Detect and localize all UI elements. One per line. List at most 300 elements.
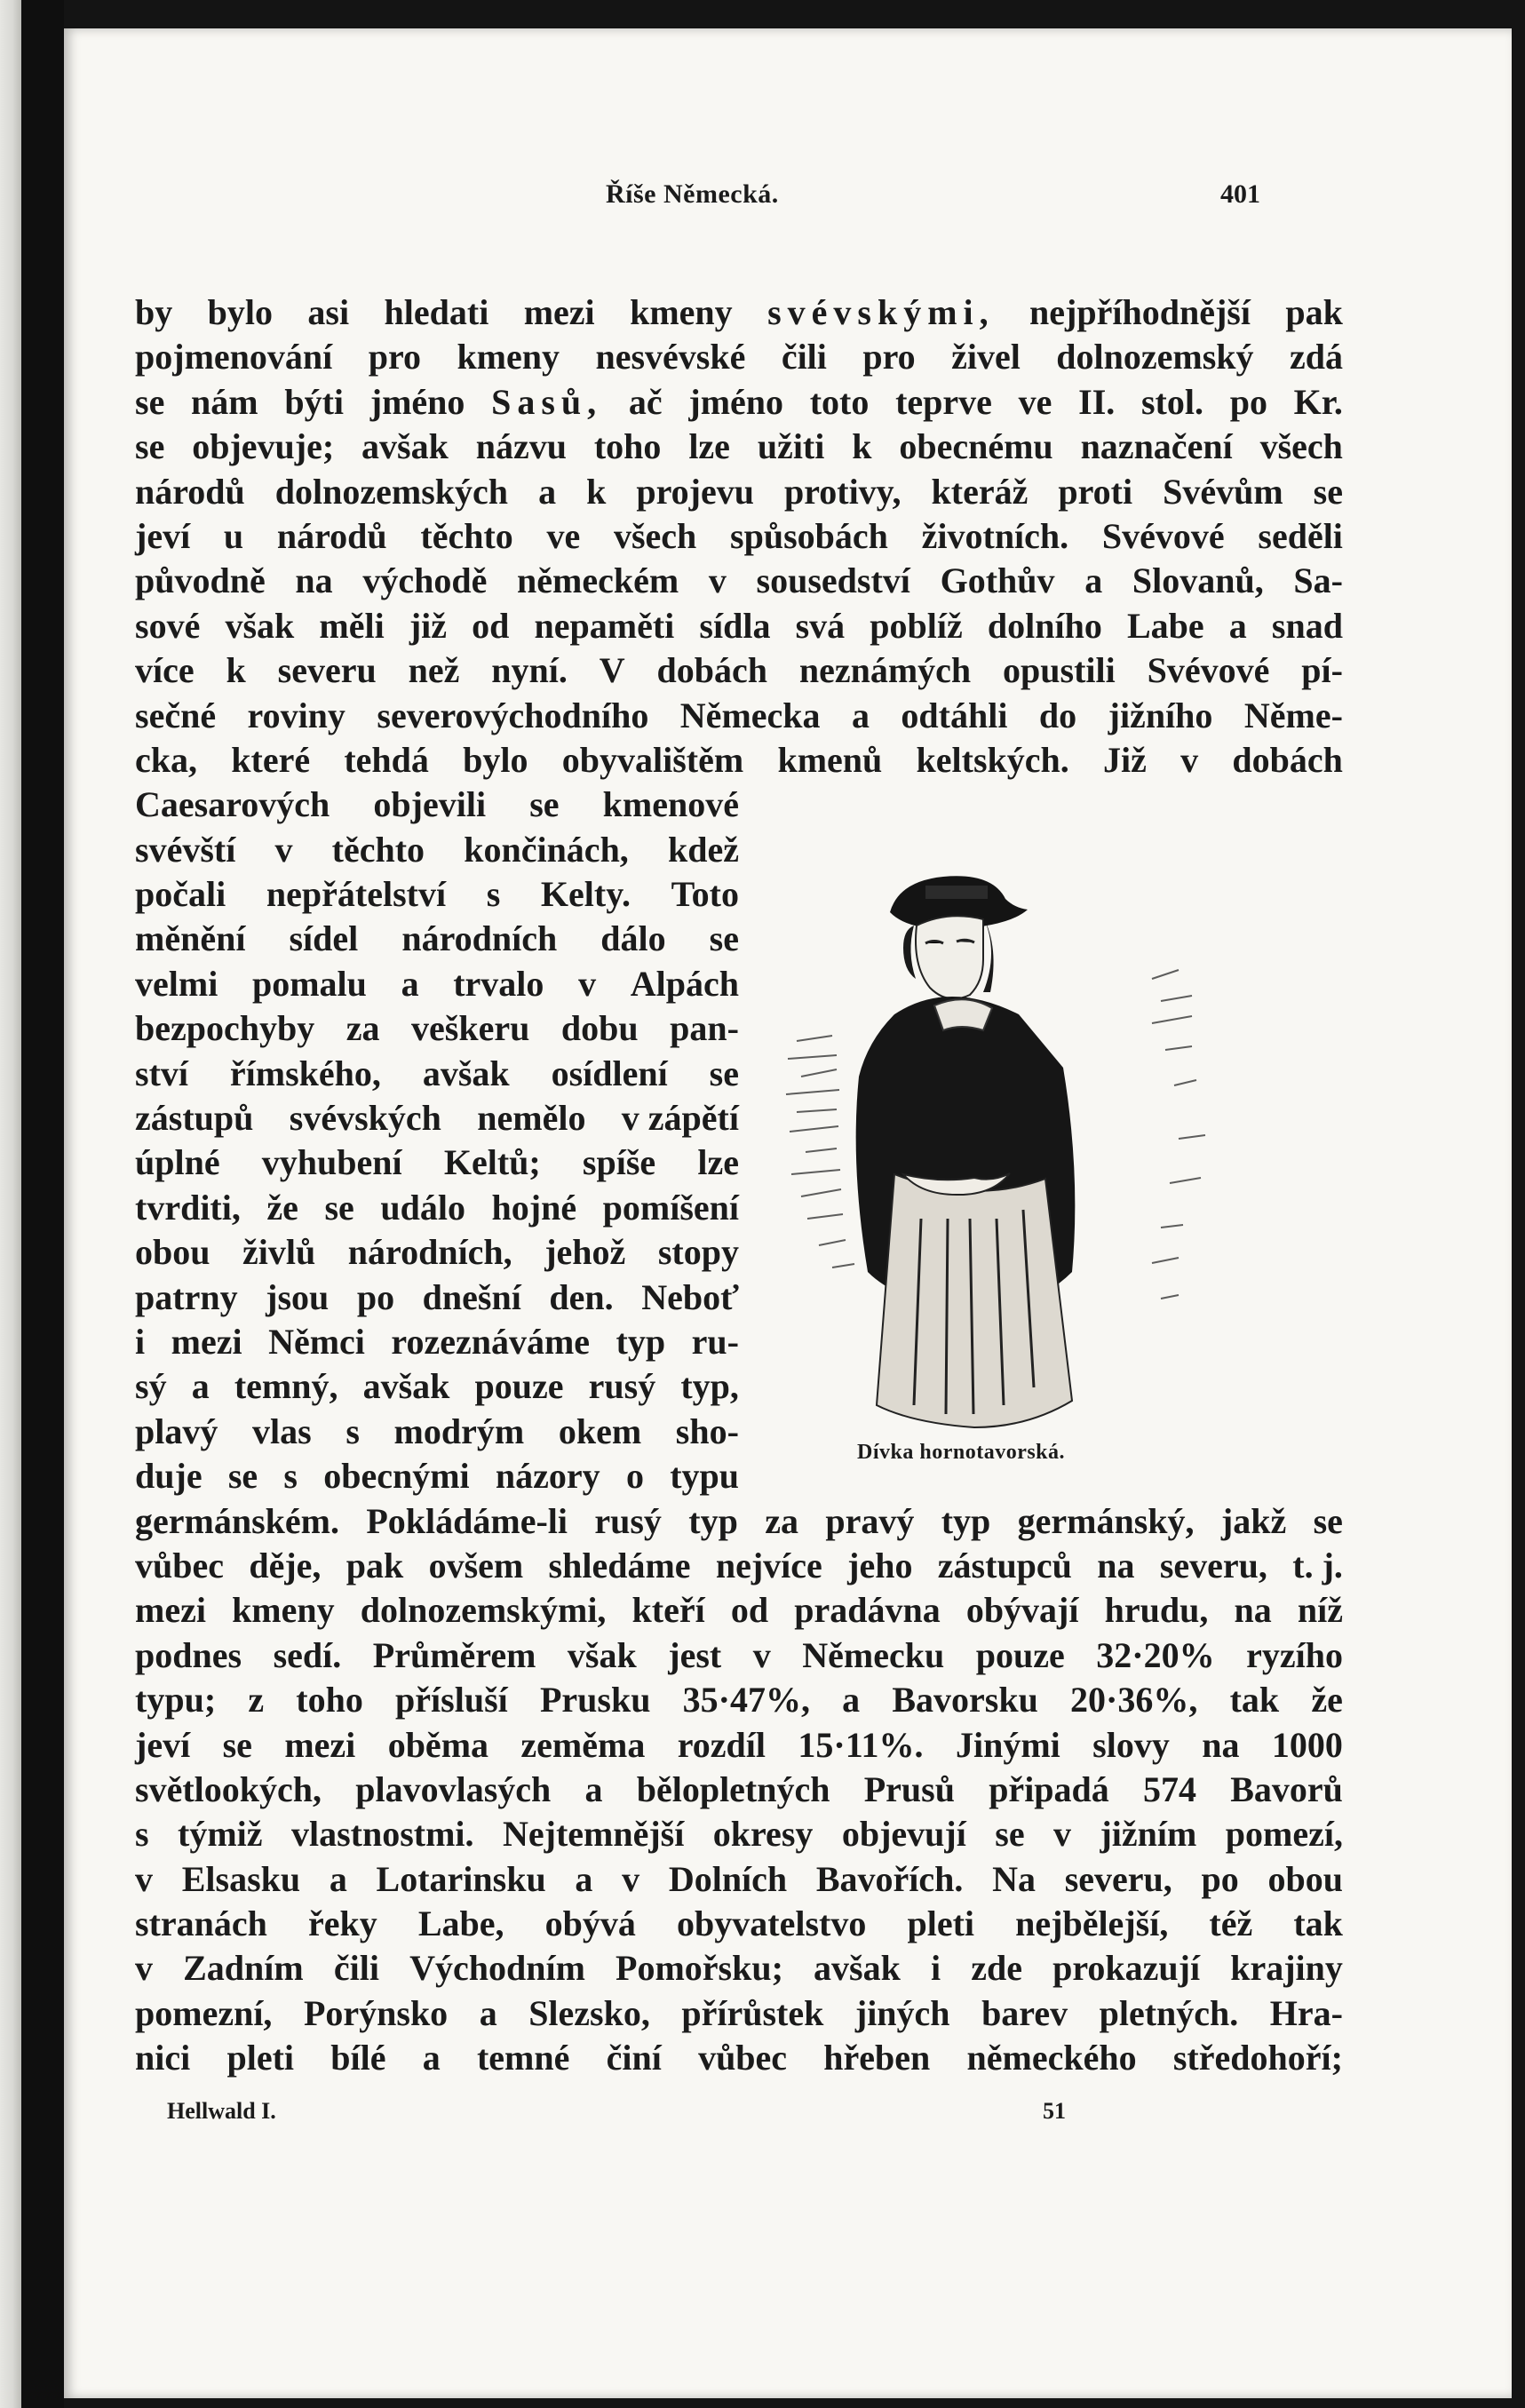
word: nám	[191, 381, 258, 422]
word: německého	[966, 2038, 1137, 2078]
word: po	[1229, 381, 1267, 422]
text-line	[135, 1320, 739, 1364]
word: typ	[616, 1321, 666, 1362]
word: veškeru	[411, 1008, 530, 1049]
text-line	[135, 290, 1343, 335]
word: jižním	[1100, 1814, 1197, 1855]
text-line	[135, 1230, 739, 1275]
word: které	[231, 739, 311, 780]
word: o	[625, 1456, 644, 1497]
word: poblíž	[870, 605, 963, 646]
word: tak	[1229, 1680, 1280, 1721]
word: Neboť	[641, 1276, 739, 1317]
text-line	[135, 1006, 739, 1051]
word: modrým	[393, 1411, 525, 1451]
word: však	[567, 1634, 637, 1675]
word: měnění	[135, 918, 246, 959]
word: Slezsko,	[528, 1992, 650, 2033]
word: Labe,	[417, 1903, 504, 1944]
text-line	[135, 1140, 739, 1185]
word: k	[852, 426, 872, 467]
word: se	[529, 784, 560, 825]
word: národních	[401, 918, 558, 959]
word: stol.	[1140, 381, 1203, 422]
word: dnešní	[422, 1276, 521, 1317]
word: u	[223, 515, 244, 556]
word: Slovanů,	[1132, 560, 1264, 601]
word: se	[135, 381, 165, 422]
word: jméno	[369, 381, 465, 422]
word: sousedství	[756, 560, 910, 601]
word: nyní.	[491, 650, 568, 691]
word: Porýnsko	[303, 1992, 449, 2033]
word: Něme-	[1243, 695, 1343, 735]
word: Bavorů	[1230, 1768, 1343, 1809]
word: a	[538, 471, 557, 512]
word: jižního	[1108, 695, 1213, 735]
word: sho-	[675, 1411, 739, 1451]
word: sý	[135, 1366, 167, 1407]
word: bílé	[330, 2038, 386, 2078]
word: že	[266, 1187, 298, 1228]
word: s	[486, 874, 501, 915]
word: se	[709, 918, 739, 959]
page-footer	[64, 2098, 1512, 2134]
word: nepřátelství	[266, 874, 447, 915]
word: mezi	[284, 1724, 356, 1765]
word: okem	[558, 1411, 642, 1451]
word: na	[1097, 1545, 1135, 1585]
word: severovýchodního	[377, 695, 649, 735]
word: Elsasku	[181, 1858, 301, 1899]
word: Gothův	[940, 560, 1055, 601]
word: rozeznáváme	[391, 1321, 591, 1362]
word: avšak	[362, 1366, 450, 1407]
word: živlů	[242, 1232, 316, 1273]
word: vůbec	[698, 2038, 788, 2078]
word: bylo	[207, 292, 274, 332]
text-line	[135, 1768, 1343, 1812]
text-line	[135, 738, 1343, 783]
word: svá	[795, 605, 846, 646]
word: jsou	[266, 1276, 330, 1317]
word: všech	[1259, 426, 1343, 467]
text-line	[135, 514, 1343, 559]
word: přísluší	[395, 1680, 508, 1721]
word: nejpříhodnější	[1029, 292, 1251, 332]
word: zástupců	[937, 1545, 1072, 1585]
word: Kelty.	[540, 874, 631, 915]
word: a	[851, 695, 870, 735]
text-line	[135, 1812, 1343, 1856]
word: krajiny	[1230, 1948, 1343, 1989]
word: nejbělejší,	[1015, 1903, 1169, 1944]
word: Svévové	[1101, 515, 1225, 556]
word: i	[135, 1321, 146, 1362]
word: národů	[135, 471, 245, 512]
word: že	[1311, 1680, 1343, 1721]
word: kmenové	[602, 784, 739, 825]
word: kteráž	[931, 471, 1029, 512]
word: Již	[1103, 739, 1147, 780]
word: dobu	[560, 1008, 639, 1049]
text-line	[135, 828, 739, 872]
word: typu;	[135, 1680, 217, 1721]
text-line	[135, 559, 1343, 603]
word: Bavorsku	[892, 1680, 1038, 1721]
text-line	[135, 872, 739, 917]
word: tehdá	[344, 739, 429, 780]
word: s	[135, 1814, 149, 1855]
word: řeky	[308, 1903, 377, 1944]
figure-girl	[856, 876, 1076, 1427]
word: jest	[668, 1634, 722, 1675]
word: po	[1201, 1858, 1239, 1899]
word: Nejtemnější	[502, 1814, 685, 1855]
word: Labe	[1126, 605, 1204, 646]
word: spíše	[582, 1142, 656, 1183]
word: kmeny	[630, 292, 733, 332]
word: severu	[277, 650, 377, 691]
word: prokazují	[1052, 1948, 1201, 1989]
word: dobách	[656, 650, 767, 691]
word: nepaměti	[534, 605, 675, 646]
word: 574	[1143, 1768, 1197, 1809]
word: Lotarinsku	[376, 1858, 546, 1899]
illustration-girl	[735, 801, 1285, 1503]
word: teprve	[895, 381, 992, 422]
text-line	[135, 1052, 739, 1096]
word: s	[346, 1411, 360, 1451]
word: naznačení	[1080, 426, 1233, 467]
word: by	[135, 292, 173, 332]
word: Zadním	[183, 1948, 304, 1989]
word: středohoří;	[1172, 2038, 1343, 2078]
word: životních.	[921, 515, 1069, 556]
word: všech	[613, 515, 697, 556]
word: plavý	[135, 1411, 218, 1451]
text-line	[135, 1454, 739, 1498]
word: pleti	[907, 1903, 975, 1944]
word: se	[1313, 1500, 1343, 1541]
word: objevili	[373, 784, 487, 825]
word: od	[472, 605, 510, 646]
text-line	[135, 1499, 1343, 1544]
word: hrudu,	[1104, 1590, 1209, 1631]
word: přírůstek	[681, 1992, 824, 2033]
text-line	[135, 1364, 739, 1409]
word: za	[765, 1500, 798, 1541]
word: Německa	[679, 695, 821, 735]
word: a	[1084, 560, 1103, 601]
word: nejvíce	[715, 1545, 822, 1585]
word: pomíšení	[602, 1187, 739, 1228]
signature-mark: Hellwald I.	[167, 2098, 276, 2124]
text-line	[135, 1096, 739, 1140]
word: v	[622, 1858, 640, 1899]
word: duje	[135, 1456, 203, 1497]
word: Dolních	[668, 1858, 788, 1899]
word: velmi	[135, 963, 218, 1004]
word: pak	[346, 1545, 404, 1585]
word: se	[709, 1053, 739, 1093]
word: ru-	[691, 1321, 739, 1362]
word: pak	[1285, 292, 1343, 332]
word: nemělo	[477, 1098, 586, 1139]
word: barev	[981, 1992, 1068, 2033]
word: pouze	[474, 1366, 564, 1407]
word: II.	[1078, 381, 1116, 422]
word: ač	[628, 381, 663, 422]
word: měli	[319, 605, 385, 646]
word: činí	[606, 2038, 662, 2078]
word: Caesarových	[135, 784, 330, 825]
word: slovy	[1092, 1724, 1170, 1765]
word: 15·11%.	[798, 1724, 924, 1765]
word: typu	[670, 1456, 739, 1497]
word: sečné	[135, 695, 217, 735]
word: pouze	[975, 1634, 1065, 1675]
text-line	[135, 380, 1343, 425]
figure-caption: Dívka hornotavorská.	[857, 1441, 1066, 1464]
word: na	[1202, 1724, 1240, 1765]
word: tak	[1293, 1903, 1343, 1944]
word: keltských.	[916, 739, 1069, 780]
word: svévskými,	[767, 292, 995, 332]
word: severu,	[1159, 1545, 1267, 1585]
text-line	[135, 1902, 1343, 1946]
word: pan-	[670, 1008, 739, 1049]
word: avšak	[814, 1948, 901, 1989]
word: hledati	[384, 292, 489, 332]
word: jakž	[1220, 1500, 1287, 1541]
word: více	[135, 650, 195, 691]
word: v	[135, 1948, 153, 1989]
word: svévských	[289, 1098, 441, 1139]
word: patrny	[135, 1276, 238, 1317]
word: a	[401, 963, 419, 1004]
word: pojmenování	[135, 337, 333, 377]
text-line	[135, 604, 1343, 648]
word: v	[1053, 1814, 1072, 1855]
word: Prusku	[539, 1680, 651, 1721]
word: německém	[517, 560, 679, 601]
word: typ,	[680, 1366, 739, 1407]
text-line	[135, 962, 739, 1006]
running-head: Říše Německá.	[606, 179, 779, 209]
word: zeměma	[520, 1724, 646, 1765]
text-line	[135, 1857, 1343, 1902]
word: východě	[362, 560, 488, 601]
word: avšak	[361, 426, 449, 467]
word: Toto	[671, 874, 739, 915]
word: 1000	[1271, 1724, 1343, 1765]
word: jeví	[135, 515, 191, 556]
word: pleti	[226, 2038, 295, 2078]
word: obyvalištěm	[561, 739, 744, 780]
text-line	[135, 917, 739, 961]
word: původně	[135, 560, 266, 601]
word: neznámých	[798, 650, 972, 691]
word: avšak	[422, 1053, 510, 1093]
word: počali	[135, 874, 226, 915]
word: Jinými	[955, 1724, 1060, 1765]
word: na	[1234, 1590, 1272, 1631]
text-line	[135, 1633, 1343, 1678]
word: Na	[992, 1858, 1037, 1899]
word: dolnozemský	[1056, 337, 1254, 377]
word: t. j.	[1292, 1545, 1343, 1585]
word: nici	[135, 2038, 191, 2078]
word: pomezní,	[135, 1992, 273, 2033]
word: Alpách	[630, 963, 739, 1004]
word: Pomořsku;	[616, 1948, 783, 1989]
word: obyvatelstvo	[677, 1903, 867, 1944]
word: v	[578, 963, 597, 1004]
word: dobách	[1232, 739, 1343, 780]
word: užiti	[757, 426, 825, 467]
word: sové	[135, 605, 201, 646]
word: seděli	[1258, 515, 1343, 556]
word: kmeny	[232, 1590, 335, 1631]
word: lze	[688, 426, 730, 467]
word: toho	[593, 426, 662, 467]
word: pomalu	[251, 963, 367, 1004]
word: názvu	[475, 426, 567, 467]
word: vyhubení	[261, 1142, 402, 1183]
word: oběma	[387, 1724, 489, 1765]
word: Svévům	[1163, 471, 1283, 512]
word: okresy	[712, 1814, 814, 1855]
word: níž	[1297, 1590, 1343, 1631]
word: shledáme	[548, 1545, 691, 1585]
word: též	[1209, 1903, 1253, 1944]
word: končinách,	[464, 829, 629, 870]
word: 35·47%,	[682, 1680, 810, 1721]
word: obecnými	[323, 1456, 470, 1497]
word: Hra-	[1269, 1992, 1343, 2033]
word: Pokládáme-li	[366, 1500, 568, 1541]
page-header	[64, 179, 1512, 215]
word: s	[283, 1456, 298, 1497]
word: a	[584, 1768, 603, 1809]
word: a	[191, 1366, 210, 1407]
word: osídlení	[551, 1053, 668, 1093]
word: v zápětí	[621, 1098, 739, 1139]
word: kmeny	[457, 337, 560, 377]
word: hojné	[491, 1187, 577, 1228]
word: asi	[307, 292, 350, 332]
word: bělopletných	[636, 1768, 830, 1809]
word: pravý	[825, 1500, 915, 1541]
word: než	[408, 650, 460, 691]
text-line	[135, 1991, 1343, 2036]
word: sídla	[699, 605, 771, 646]
word: bylo	[463, 739, 528, 780]
word: obývá	[544, 1903, 636, 1944]
word: objevují	[841, 1814, 966, 1855]
word: Sasů,	[491, 381, 603, 422]
book-page	[64, 28, 1512, 2398]
word: den.	[549, 1276, 614, 1317]
word: Prusů	[863, 1768, 955, 1809]
word: vlas	[252, 1411, 312, 1451]
word: temné	[476, 2038, 570, 2078]
word: vůbec	[135, 1545, 224, 1585]
word: 20·36%,	[1070, 1680, 1198, 1721]
word: cka,	[135, 739, 197, 780]
word: ství	[135, 1053, 188, 1093]
word: dolnozemskými,	[360, 1590, 607, 1631]
word: rusý	[594, 1500, 662, 1541]
word: národních,	[347, 1232, 512, 1273]
word: Průměrem	[372, 1634, 536, 1675]
engraving-illustration	[735, 801, 1285, 1441]
word: názory	[495, 1456, 600, 1497]
text-line	[135, 694, 1343, 738]
word: mezi	[171, 1321, 242, 1362]
word: se	[324, 1187, 354, 1228]
word: a	[479, 1992, 497, 2033]
word: Východním	[409, 1948, 585, 1989]
word: bezpochyby	[135, 1008, 315, 1049]
word: ve	[546, 515, 581, 556]
signature-number: 51	[1043, 2098, 1066, 2124]
word: ryzího	[1246, 1634, 1343, 1675]
text-line	[135, 648, 1343, 693]
word: pomezí,	[1225, 1814, 1343, 1855]
word: germánském.	[135, 1500, 339, 1541]
text-line	[135, 1186, 739, 1230]
word: snad	[1271, 605, 1343, 646]
word: se	[135, 426, 165, 467]
word: se	[995, 1814, 1025, 1855]
text-line	[135, 1946, 1343, 1991]
word: obou	[135, 1232, 210, 1273]
word: Keltů;	[443, 1142, 541, 1183]
text-line	[135, 1544, 1343, 1588]
word: tvrditi,	[135, 1187, 241, 1228]
word: sedí.	[273, 1634, 342, 1675]
word: plavovlasých	[355, 1768, 552, 1809]
word: dolnozemských	[274, 471, 509, 512]
word: obou	[1267, 1858, 1343, 1899]
word: po	[356, 1276, 395, 1317]
word: k	[226, 650, 246, 691]
word: Německu	[802, 1634, 945, 1675]
word: úplné	[135, 1142, 220, 1183]
word: opustili	[1003, 650, 1116, 691]
word: jeho	[847, 1545, 913, 1585]
word: jméno	[688, 381, 784, 422]
word: mezi	[135, 1590, 206, 1631]
word: pí-	[1301, 650, 1343, 691]
word: za	[346, 1008, 380, 1049]
word: od	[730, 1590, 769, 1631]
word: Svévové	[1147, 650, 1270, 691]
word: obecnému	[899, 426, 1053, 467]
word: jiných	[854, 1992, 950, 2033]
text-line	[135, 2036, 1343, 2080]
word: typ	[688, 1500, 738, 1541]
word: a	[842, 1680, 861, 1721]
word: pro	[862, 337, 916, 377]
word: však	[225, 605, 295, 646]
word: zástupů	[135, 1098, 254, 1139]
word: rozdíl	[677, 1724, 766, 1765]
word: čili	[333, 1948, 379, 1989]
word: jeví	[135, 1724, 191, 1765]
